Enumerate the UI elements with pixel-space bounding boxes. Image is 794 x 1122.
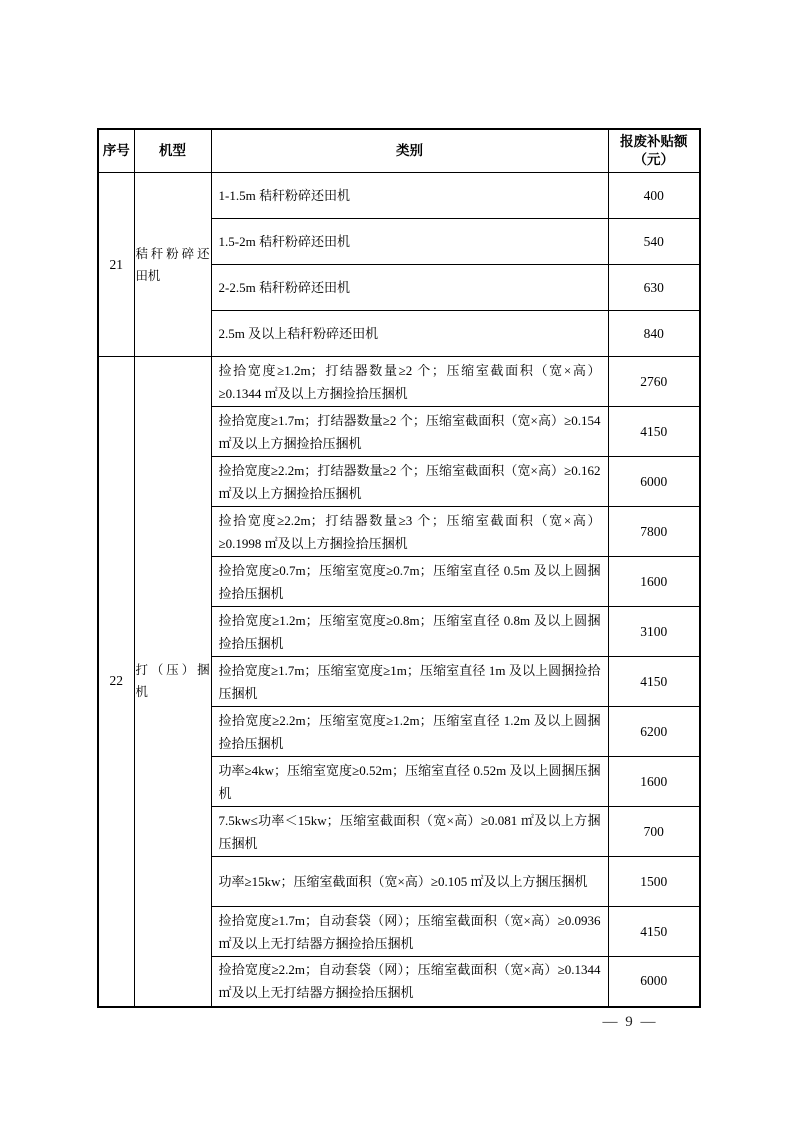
subsidy-amount: 630 — [608, 265, 700, 311]
col-header-subsidy — [608, 129, 700, 173]
col-header-category: 类别 — [211, 129, 608, 173]
subsidy-table — [97, 128, 701, 1008]
subsidy-amount: 7800 — [608, 507, 700, 557]
table-row — [98, 357, 700, 407]
category-cell: 捡拾宽度≥1.7m；自动套袋（网）；压缩室截面积（宽×高）≥0.0936 ㎡及以上无打结器方捆捡拾压捆机 — [211, 907, 608, 957]
category-cell: 7.5kw≤功率＜15kw；压缩室截面积（宽×高）≥0.081 ㎡及以上方捆压捆机 — [211, 807, 608, 857]
category-cell: 捡拾宽度≥1.2m；压缩室宽度≥0.8m；压缩室直径 0.8m 及以上圆捆捡拾压捆机 — [211, 607, 608, 657]
subsidy-amount: 2760 — [608, 357, 700, 407]
subsidy-amount: 3100 — [608, 607, 700, 657]
subsidy-amount: 1600 — [608, 757, 700, 807]
category-cell: 捡拾宽度≥2.2m；打结器数量≥2 个；压缩室截面积（宽×高）≥0.162 ㎡及以上方捆捡拾压捆机 — [211, 457, 608, 507]
col-header-machine: 机型 — [134, 129, 211, 173]
machine-type: 秸秆粉碎还田机 — [134, 173, 211, 357]
subsidy-amount: 1500 — [608, 857, 700, 907]
category-cell: 捡拾宽度≥1.2m；打结器数量≥2 个；压缩室截面积（宽×高）≥0.1344 ㎡及以上方捆捡拾压捆机 — [211, 357, 608, 407]
category-cell: 2.5m 及以上秸秆粉碎还田机 — [211, 311, 608, 357]
category-cell: 捡拾宽度≥1.7m；打结器数量≥2 个；压缩室截面积（宽×高）≥0.154 ㎡及以上方捆捡拾压捆机 — [211, 407, 608, 457]
category-cell: 功率≥4kw；压缩室宽度≥0.52m；压缩室直径 0.52m 及以上圆捆压捆机 — [211, 757, 608, 807]
subsidy-amount: 4150 — [608, 407, 700, 457]
category-cell: 捡拾宽度≥2.2m；自动套袋（网）；压缩室截面积（宽×高）≥0.1344 ㎡及以上无打结器方捆捡拾压捆机 — [211, 957, 608, 1007]
subsidy-amount: 6000 — [608, 457, 700, 507]
category-cell: 捡拾宽度≥2.2m；压缩室宽度≥1.2m；压缩室直径 1.2m 及以上圆捆捡拾压捆机 — [211, 707, 608, 757]
category-cell: 捡拾宽度≥0.7m；压缩室宽度≥0.7m；压缩室直径 0.5m 及以上圆捆捡拾压捆机 — [211, 557, 608, 607]
col-header-no: 序号 — [98, 129, 134, 173]
subsidy-amount: 400 — [608, 173, 700, 219]
category-cell: 捡拾宽度≥2.2m；打结器数量≥3 个；压缩室截面积（宽×高）≥0.1998 ㎡及以上方捆捡拾压捆机 — [211, 507, 608, 557]
category-cell: 捡拾宽度≥1.7m；压缩室宽度≥1m；压缩室直径 1m 及以上圆捆捡拾压捆机 — [211, 657, 608, 707]
subsidy-amount: 6200 — [608, 707, 700, 757]
row-number: 22 — [98, 357, 134, 1007]
subsidy-amount: 540 — [608, 219, 700, 265]
subsidy-amount: 1600 — [608, 557, 700, 607]
col-header-subsidy-line2: （元） — [633, 152, 674, 167]
col-header-subsidy-line1: 报废补贴额 — [620, 134, 688, 149]
category-cell: 1-1.5m 秸秆粉碎还田机 — [211, 173, 608, 219]
category-cell: 1.5-2m 秸秆粉碎还田机 — [211, 219, 608, 265]
category-cell: 2-2.5m 秸秆粉碎还田机 — [211, 265, 608, 311]
row-number: 21 — [98, 173, 134, 357]
subsidy-amount: 700 — [608, 807, 700, 857]
page-number: — 9 — — [602, 1014, 658, 1030]
subsidy-amount: 6000 — [608, 957, 700, 1007]
subsidy-amount: 840 — [608, 311, 700, 357]
machine-type: 打（压）捆机 — [134, 357, 211, 1007]
header-row — [98, 129, 700, 173]
category-cell: 功率≥15kw；压缩室截面积（宽×高）≥0.105 ㎡及以上方捆压捆机 — [211, 857, 608, 907]
subsidy-amount: 4150 — [608, 657, 700, 707]
table-row — [98, 173, 700, 219]
subsidy-amount: 4150 — [608, 907, 700, 957]
